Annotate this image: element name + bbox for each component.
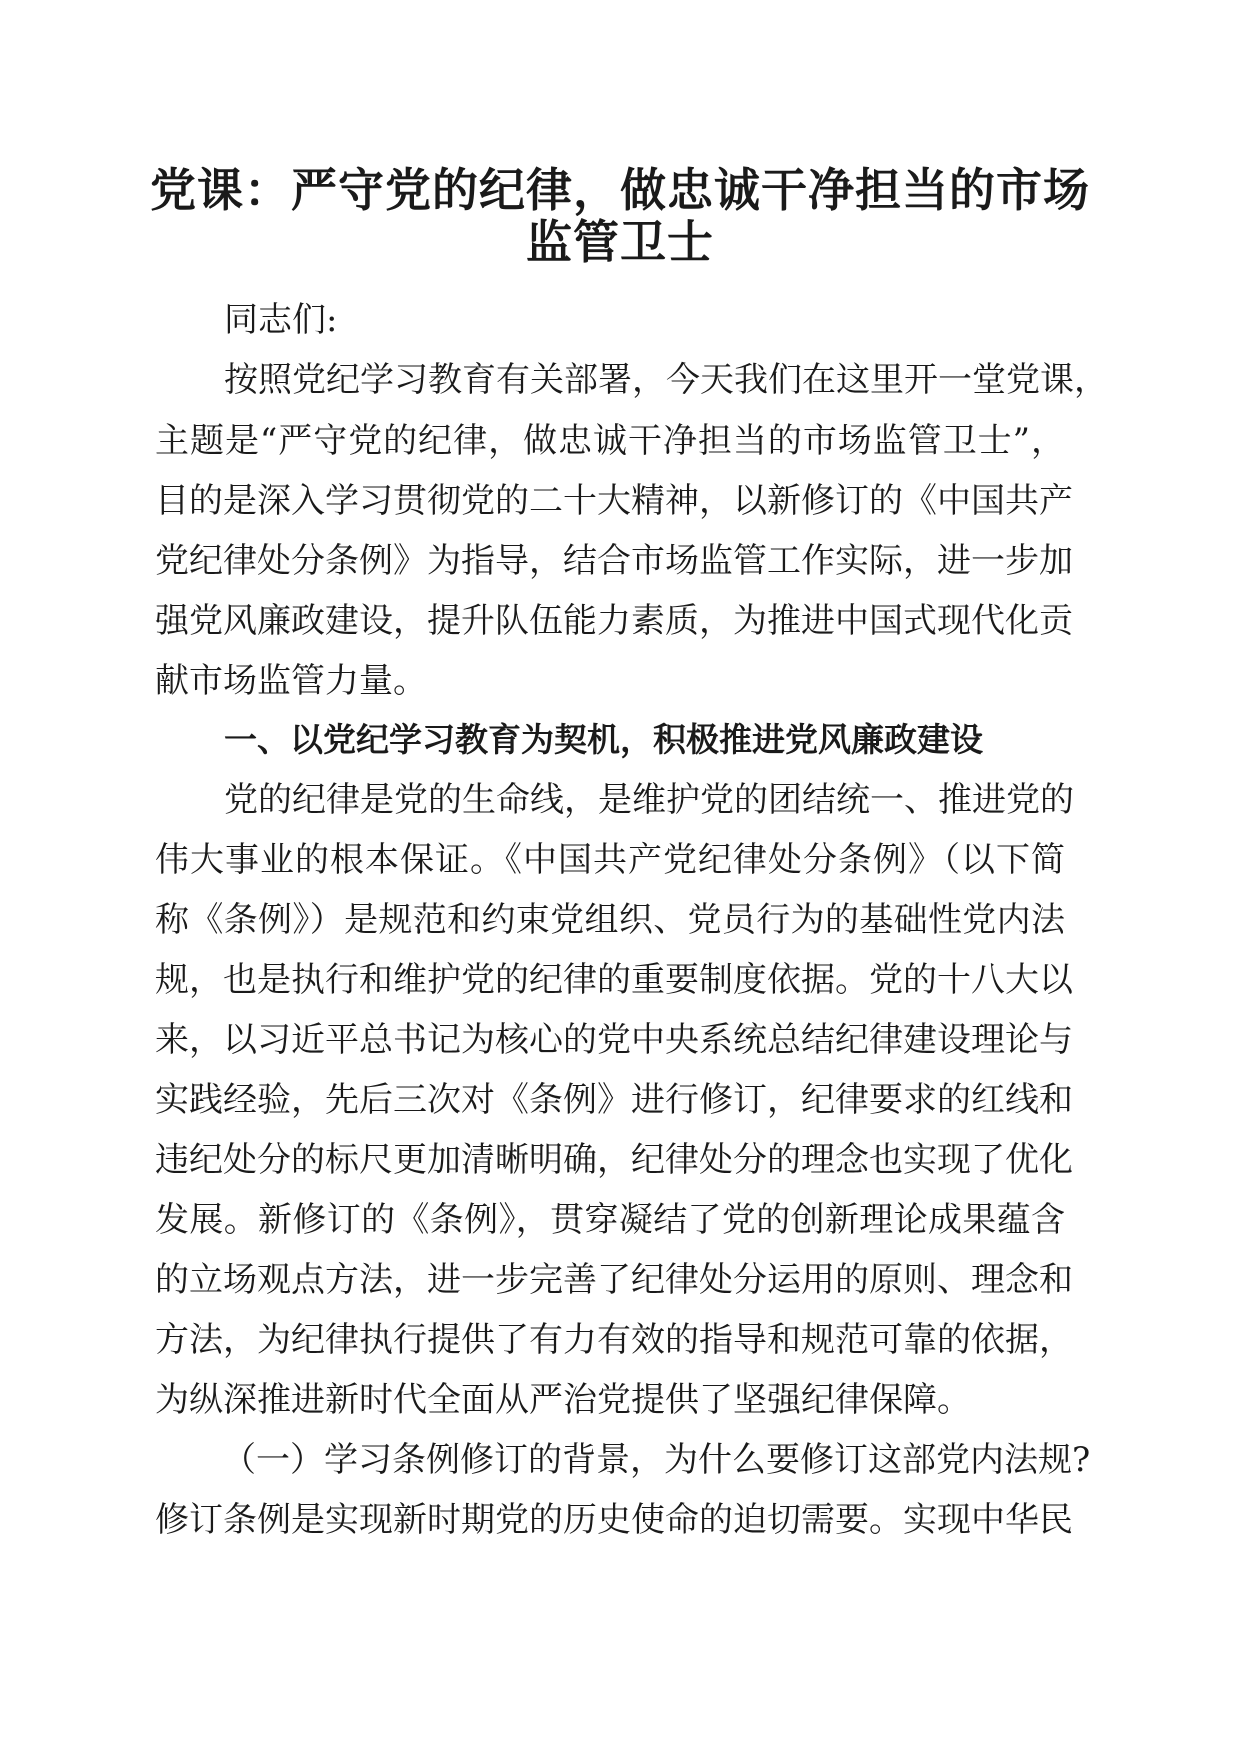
body-line: 发展。新修订的《条例》，贯穿凝结了党的创新理论成果蕴含	[155, 1200, 1065, 1240]
section-heading: 一、以党纪学习教育为契机，积极推进党风廉政建设	[224, 720, 983, 759]
intro-line: 目的是深入学习贯彻党的二十大精神，以新修订的《中国共产	[155, 481, 1073, 521]
body-line: 伟大事业的根本保证。《中国共产党纪律处分条例》（以下简	[155, 840, 1065, 880]
subsection-line: 修订条例是实现新时期党的历史使命的迫切需要。实现中华民	[155, 1500, 1073, 1540]
intro-line: 献市场监管力量。	[155, 661, 427, 701]
body-line: 为纵深推进新时代全面从严治党提供了坚强纪律保障。	[155, 1380, 971, 1420]
intro-line: 党纪律处分条例》为指导，结合市场监管工作实际，进一步加	[155, 541, 1073, 581]
body-line: 规，也是执行和维护党的纪律的重要制度依据。党的十八大以	[155, 960, 1073, 1000]
salutation: 同志们:	[224, 300, 338, 340]
body-line: 实践经验，先后三次对《条例》进行修订，纪律要求的红线和	[155, 1080, 1073, 1120]
subsection-line: （一）学习条例修订的背景，为什么要修订这部党内法规?	[222, 1440, 1091, 1480]
body-line: 方法，为纪律执行提供了有力有效的指导和规范可靠的依据，	[155, 1320, 1073, 1360]
body-line: 的立场观点方法，进一步完善了纪律处分运用的原则、理念和	[155, 1260, 1073, 1300]
document-title-line-2: 监管卫士	[526, 215, 714, 269]
intro-line: 按照党纪学习教育有关部署，今天我们在这里开一堂党课，	[224, 360, 1108, 400]
body-line: 称《条例》）是规范和约束党组织、党员行为的基础性党内法	[155, 900, 1065, 940]
intro-line: 主题是“严守党的纪律，做忠诚干净担当的市场监管卫士”，	[155, 421, 1065, 461]
document-title-line-1: 党课：严守党的纪律，做忠诚干净担当的市场	[150, 163, 1090, 217]
body-line: 党的纪律是党的生命线，是维护党的团结统一、推进党的	[224, 780, 1074, 820]
body-line: 违纪处分的标尺更加清晰明确，纪律处分的理念也实现了优化	[155, 1140, 1073, 1180]
intro-line: 强党风廉政建设，提升队伍能力素质，为推进中国式现代化贡	[155, 601, 1073, 641]
body-line: 来，以习近平总书记为核心的党中央系统总结纪律建设理论与	[155, 1020, 1073, 1060]
